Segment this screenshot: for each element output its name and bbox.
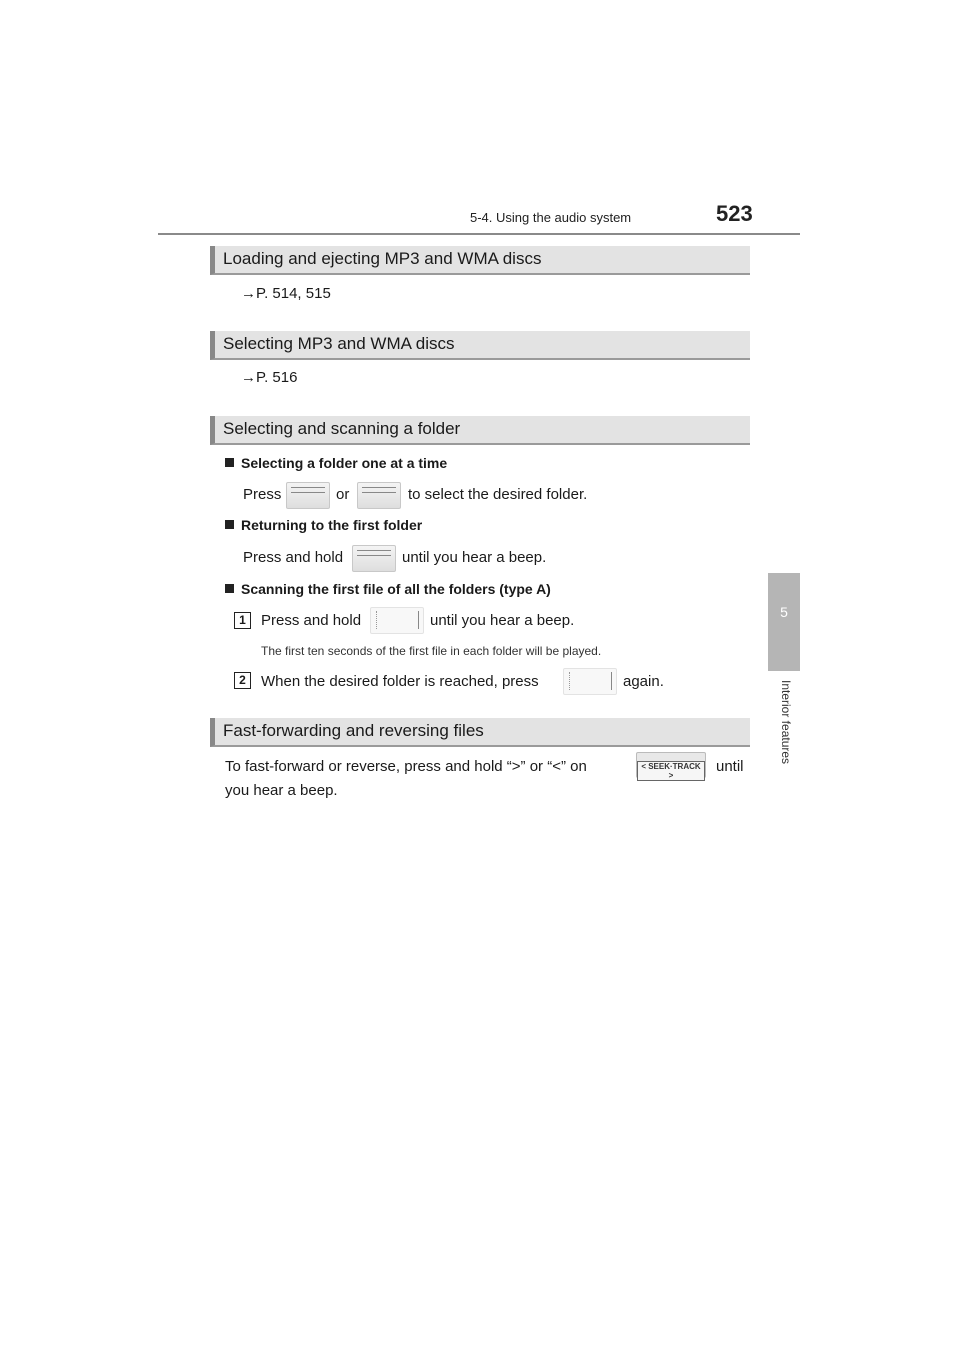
section-heading-folder [210,416,750,445]
text-step2-again: again. [623,673,664,690]
square-bullet-icon [225,584,234,593]
section-heading-text: Fast-forwarding and reversing files [223,721,484,740]
section-heading-selecting-discs [210,331,750,360]
chapter-title: Interior features [779,680,793,765]
text-select-desired-folder: to select the desired folder. [408,486,588,503]
text-hear-beep: you hear a beep. [225,782,338,799]
section-heading-fast-forward [210,718,750,747]
subheading-return-first-folder: Returning to the first folder [225,517,422,533]
text-step2-when-reached: When the desired folder is reached, press [261,673,539,690]
text-fast-forward-instruction: To fast-forward or reverse, press and hold “>” or “<” on [225,758,587,775]
section-heading-loading [210,246,750,275]
step-number-1: 1 [234,612,251,629]
folder-up-button-icon [357,482,401,509]
subheading-scan-folders: Scanning the first file of all the folders (type A) [225,581,551,597]
text-until: until [716,758,744,775]
page-reference-loading: →P. 514, 515 [241,285,331,302]
square-bullet-icon [225,458,234,467]
text-or: or [336,486,350,503]
text-step1-press-and-hold: Press and hold [261,612,362,629]
page-number: 523 [716,201,753,226]
scan-button-icon [370,607,424,634]
text-press: Press [243,486,282,503]
section-heading-text: Selecting and scanning a folder [223,419,461,438]
step-number-2: 2 [234,672,251,689]
running-header-section: 5-4. Using the audio system [470,210,632,225]
scan-button-icon [563,668,617,695]
folder-button-icon [352,545,396,572]
text-press-and-hold: Press and hold [243,549,344,566]
chapter-tab [768,573,800,671]
subheading-select-folder: Selecting a folder one at a time [225,455,447,471]
step1-note: The first ten seconds of the first file in each folder will be played. [261,644,602,658]
text-step1-until-beep: until you hear a beep. [430,612,575,629]
text-until-beep: until you hear a beep. [402,549,547,566]
square-bullet-icon [225,520,234,529]
section-heading-text: Loading and ejecting MP3 and WMA discs [223,249,542,268]
section-heading-text: Selecting MP3 and WMA discs [223,334,455,353]
header-rule [158,233,800,235]
folder-down-button-icon [286,482,330,509]
seek-track-button-icon: < SEEK·TRACK > [636,752,706,778]
chapter-number: 5 [780,604,788,620]
page-reference-selecting-discs: →P. 516 [241,369,298,386]
